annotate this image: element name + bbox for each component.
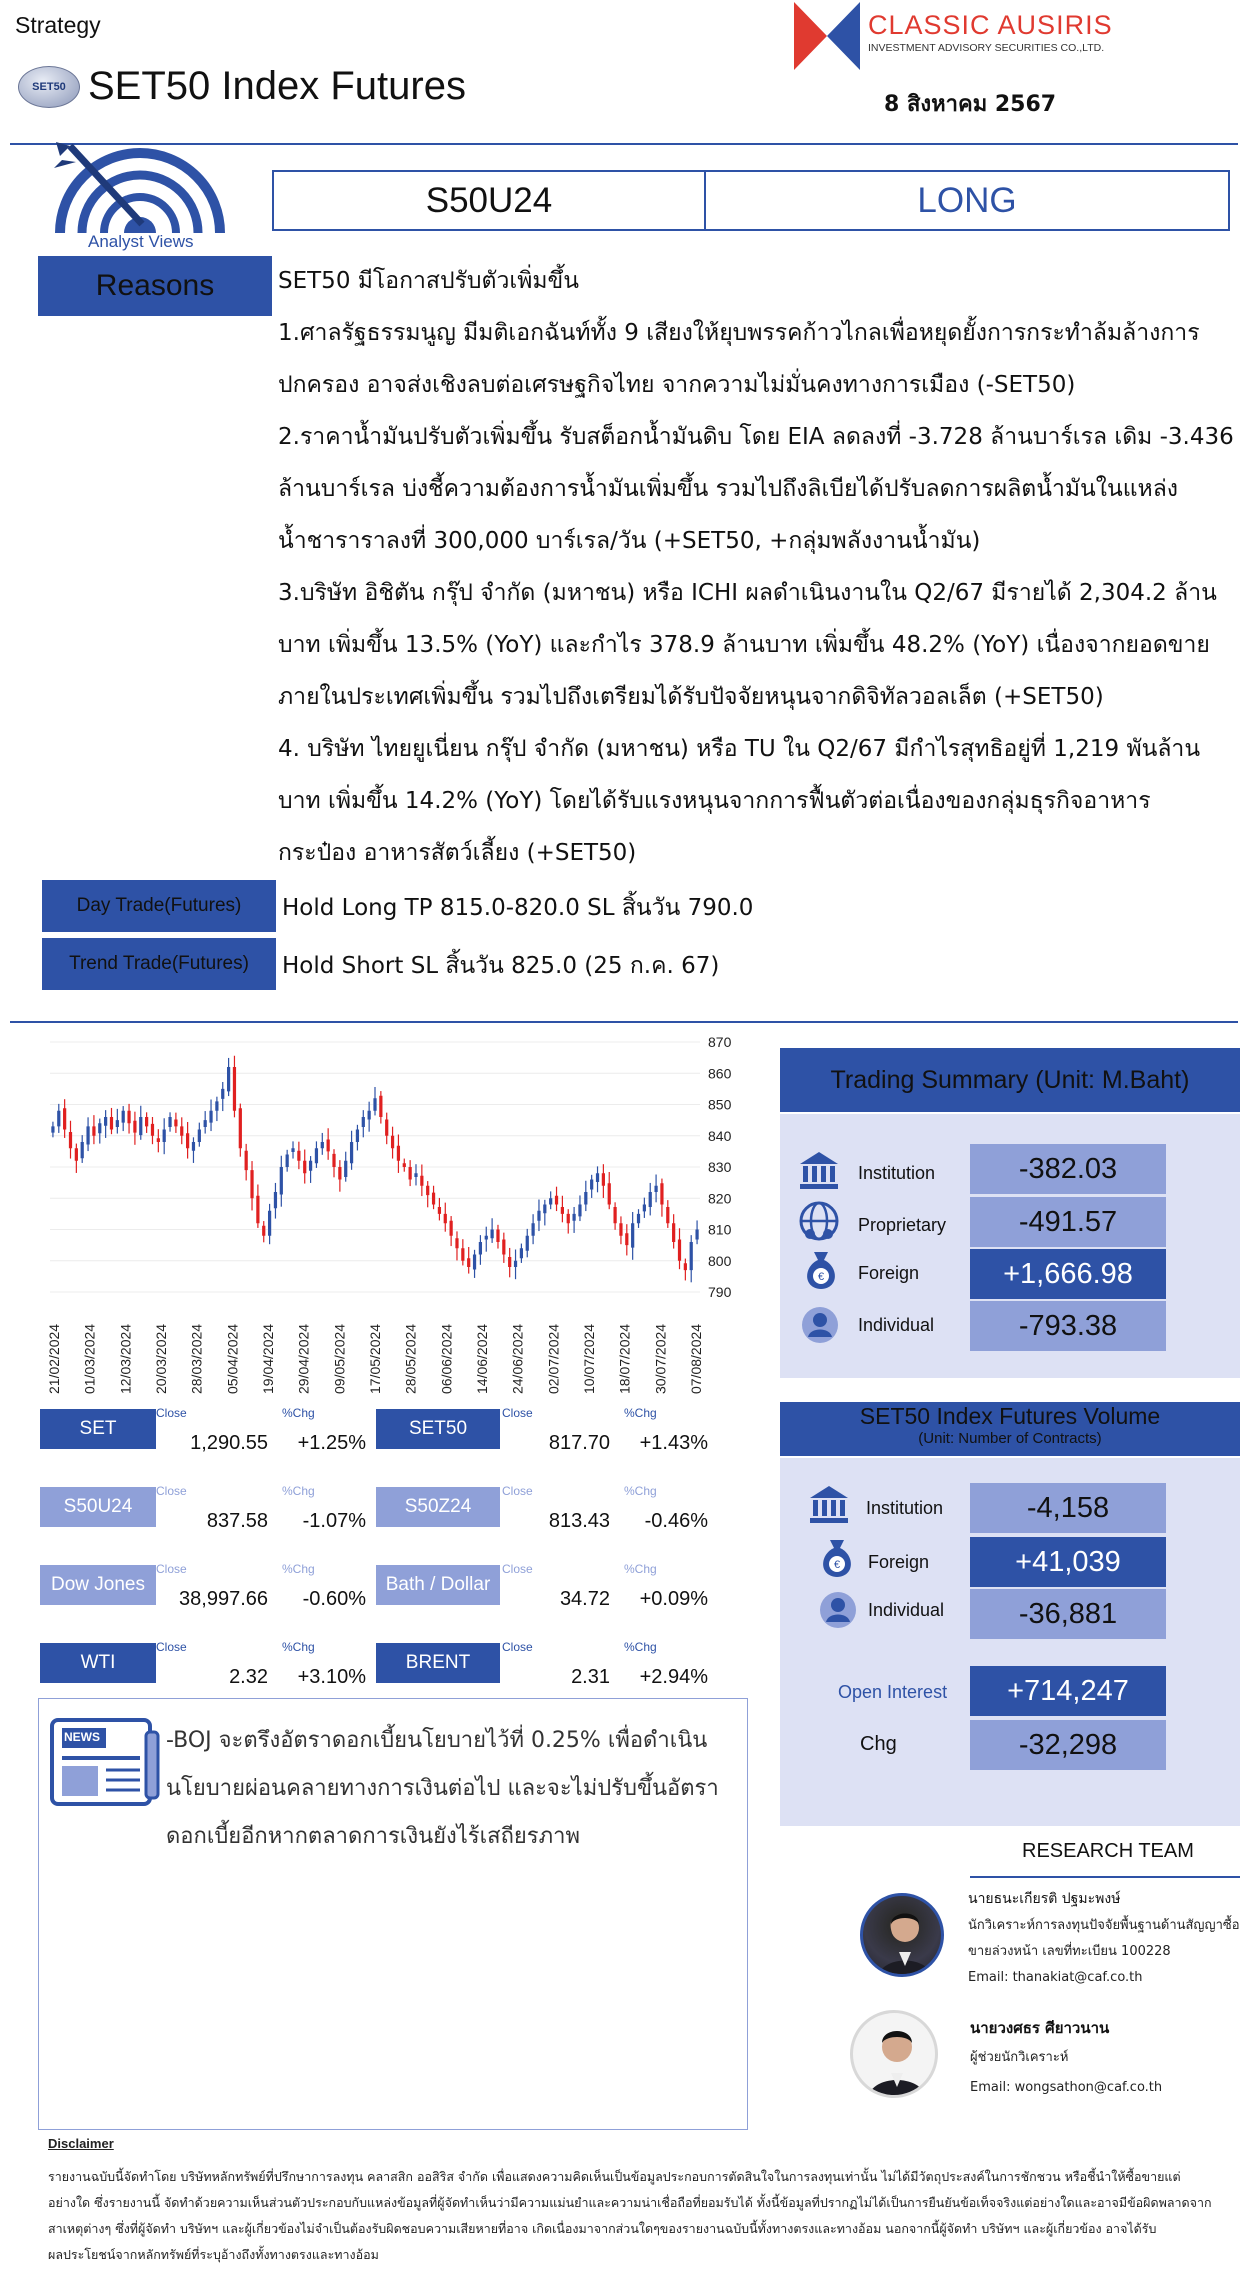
trend-trade-label: Trend Trade(Futures) [42, 938, 276, 990]
candle-body [695, 1230, 698, 1240]
reason-line: น้ำชาราราลงที่ 300,000 บาร์เรล/วัน (+SET50, +กลุ่มพลังงานน้ำมัน) [278, 528, 981, 554]
x-tick-label: 01/03/2024 [81, 1323, 98, 1394]
svg-text:€: € [817, 1271, 825, 1283]
candle-body [666, 1207, 669, 1223]
close-label: Close [502, 1640, 533, 1654]
candle-body [315, 1148, 318, 1163]
summary-value-foreign: +1,666.98 [970, 1249, 1166, 1299]
futures-volume-title: SET50 Index Futures Volume [859, 1403, 1161, 1429]
candle-body [86, 1126, 89, 1144]
candle-body [104, 1117, 107, 1126]
chg-label: %Chg [282, 1484, 315, 1498]
y-tick-label: 800 [708, 1252, 732, 1269]
candle-body [116, 1120, 119, 1127]
analyst-role: นักวิเคราะห์การลงทุนปัจจัยพื้นฐานด้านสัญญาซื้อ [968, 1918, 1240, 1933]
candle-body [450, 1221, 453, 1236]
foreign-icon [816, 1536, 858, 1580]
candle-body [637, 1214, 640, 1223]
candle-body [368, 1111, 371, 1120]
summary-label-institution: Institution [858, 1163, 936, 1183]
chg-label: %Chg [624, 1406, 657, 1420]
market-chg-baht-dollar: +0.09% [639, 1588, 708, 1610]
day-trade-label: Day Trade(Futures) [42, 880, 276, 932]
close-label: Close [502, 1562, 533, 1576]
summary-value-individual: -793.38 [970, 1301, 1166, 1351]
market-name-baht-dollar: Bath / Dollar [376, 1565, 500, 1605]
candle-body [584, 1192, 587, 1205]
market-name-brent: BRENT [376, 1643, 500, 1683]
position-box [272, 170, 1230, 231]
candle-body [274, 1192, 277, 1208]
candle-body [479, 1242, 482, 1255]
market-chg-s50u24: -1.07% [302, 1510, 366, 1532]
candle-body [233, 1067, 236, 1111]
futures-volume-subtitle: (Unit: Number of Contracts) [918, 1430, 1102, 1447]
assistant-email: Email: wongsathon@caf.co.th [970, 2080, 1163, 2095]
candle-body [256, 1196, 259, 1224]
candle-body [168, 1117, 171, 1127]
candle-body [174, 1120, 177, 1127]
assistant-name: นายวงศธร ศียาวนาน [970, 2019, 1110, 2037]
reason-line: 4. บริษัท ไทยยูเนี่ยน กรุ๊ป จำกัด (มหาชน) หรือ TU ใน Q2/67 มีกำไรสุทธิอยู่ที่ 1,219 พันล้าน [278, 736, 1201, 762]
research-team-title: RESEARCH TEAM [1022, 1840, 1194, 1862]
x-tick-label: 09/05/2024 [331, 1323, 348, 1394]
news-line: ดอกเบี้ยอีกหากตลาดการเงินยังไร้เสถียรภาพ [166, 1824, 580, 1849]
reason-line: บาท เพิ่มขึ้น 14.2% (YoY) โดยได้รับแรงหนุนจากการฟื้นตัวต่อเนื่องของกลุ่มธุรกิจอาหาร [278, 788, 1151, 814]
candle-body [567, 1214, 570, 1223]
y-tick-label: 810 [708, 1221, 732, 1238]
close-label: Close [156, 1484, 187, 1498]
summary-value-institution: -382.03 [970, 1144, 1166, 1194]
market-close-brent: 2.31 [571, 1666, 610, 1688]
candle-body [502, 1240, 505, 1255]
trend-trade-text: Hold Short SL สิ้นวัน 825.0 (25 ก.ค. 67) [282, 953, 720, 979]
y-tick-label: 790 [708, 1284, 732, 1300]
company-name: CLASSIC AUSIRIS [868, 10, 1113, 40]
research-team-divider [970, 1876, 1240, 1878]
x-tick-label: 30/07/2024 [652, 1323, 669, 1394]
trading-summary-title: Trading Summary (Unit: M.Baht) [780, 1048, 1240, 1112]
candle-body [57, 1111, 60, 1127]
reason-line: กระป๋อง อาหารสัตว์เลี้ยง (+SET50) [278, 840, 637, 866]
open-interest-label: Open Interest [838, 1682, 948, 1702]
candle-body [63, 1108, 66, 1129]
candle-body [157, 1138, 160, 1142]
price-chart-svg [20, 1030, 740, 1400]
candle-body [139, 1117, 142, 1135]
candle-body [180, 1126, 183, 1135]
candle-body [151, 1124, 154, 1136]
disclaimer-line: ผลประโยชน์จากหลักทรัพย์ที่ระบุอ้างถึงทั้งทางตรงและทางอ้อม [48, 2247, 379, 2262]
chg-label: %Chg [282, 1406, 315, 1420]
candle-body [268, 1211, 271, 1236]
candle-body [678, 1240, 681, 1261]
candle-body [485, 1236, 488, 1240]
candle-body [133, 1121, 136, 1133]
page-title: SET50 Index Futures [88, 64, 466, 108]
analyst-name: นายธนะเกียรติ ปฐมะพงษ์ [968, 1891, 1121, 1907]
candle-body [420, 1176, 423, 1186]
candle-body [572, 1214, 575, 1221]
candle-body [555, 1196, 558, 1205]
y-tick-label: 870 [708, 1034, 732, 1050]
candle-body [332, 1154, 335, 1167]
market-chg-s50z24: -0.46% [644, 1510, 708, 1532]
individual-icon [800, 1305, 840, 1345]
market-name-set50: SET50 [376, 1409, 500, 1449]
reason-line: ภายในประเทศเพิ่มขึ้น รวมไปถึงเตรียมได้รับปัจจัยหนุนจากดิจิทัลวอลเล็ต (+SET50) [278, 684, 1104, 710]
candle-body [122, 1111, 125, 1123]
candle-body [280, 1167, 283, 1195]
reason-line: 2.ราคาน้ำมันปรับตัวเพิ่มขึ้น รับสต็อกน้ำมันดิบ โดย EIA ลดลงที่ -3.728 ล้านบาร์เรล เดิม -3.436 [278, 424, 1234, 450]
x-tick-label: 05/04/2024 [224, 1323, 241, 1394]
candle-body [356, 1130, 359, 1143]
foreign-icon [800, 1248, 842, 1292]
x-tick-label: 28/03/2024 [188, 1323, 205, 1394]
assistant-avatar [850, 2010, 938, 2098]
candle-body [350, 1142, 353, 1163]
market-chg-set: +1.25% [297, 1432, 366, 1454]
svg-text:€: € [833, 1559, 841, 1571]
x-tick-label: 21/02/2024 [46, 1323, 62, 1394]
disclaimer-line: อย่างใด ซึ่งรายงานนี้ จัดทำด้วยความเห็นส่วนตัวประกอบกับแหล่งข้อมูลที่ผู้จัดทำเห็นว่ามีความแม่นยำและความน่าเชื่อถือที่ยอมรับได้ ทั้งนี้ข้อมูลที่ปรากฏไม่ได้เป็นการยืนยันข้อเท็จจริงแต่อย่างใดและอาจมีข้อผิดพลาดจาก [48, 2195, 1212, 2210]
news-line: -BOJ จะตรึงอัตราดอกเบี้ยนโยบายไว้ที่ 0.25% เพื่อดำเนิน [166, 1728, 708, 1753]
candle-body [286, 1155, 289, 1168]
y-tick-label: 860 [708, 1065, 732, 1082]
x-tick-label: 17/05/2024 [367, 1323, 383, 1394]
close-label: Close [502, 1484, 533, 1498]
candle-body [338, 1167, 341, 1180]
candle-body [303, 1161, 306, 1174]
position-direction: LONG [917, 180, 1017, 220]
candle-body [426, 1186, 429, 1195]
volume-label-foreign: Foreign [868, 1552, 930, 1572]
y-tick-label: 820 [708, 1190, 732, 1207]
reason-line: บาท เพิ่มขึ้น 13.5% (YoY) และกำไร 378.9 ล้านบาท เพิ่มขึ้น 48.2% (YoY) เนื่องจากยอดขาย [278, 632, 1210, 658]
x-tick-label: 29/04/2024 [295, 1323, 312, 1394]
candle-body [543, 1205, 546, 1214]
candle-body [619, 1223, 622, 1236]
x-tick-label: 28/05/2024 [402, 1323, 419, 1394]
chg-label: %Chg [624, 1640, 657, 1654]
y-tick-label: 830 [708, 1159, 732, 1175]
candle-body [209, 1111, 212, 1123]
candle-body [608, 1183, 611, 1204]
market-close-wti: 2.32 [229, 1666, 268, 1688]
company-subtitle: INVESTMENT ADVISORY SECURITIES CO.,LTD. [868, 42, 1105, 54]
candle-body [92, 1126, 95, 1135]
assistant-role: ผู้ช่วยนักวิเคราะห์ [970, 2050, 1069, 2065]
news-icon-label: NEWS [64, 1730, 100, 1744]
candle-body [549, 1198, 552, 1204]
y-tick-label: 840 [708, 1127, 732, 1144]
candle-body [98, 1123, 101, 1133]
candle-body [250, 1170, 253, 1198]
reasons-label: Reasons [38, 256, 272, 316]
reason-line: 3.บริษัท อิชิตัน กรุ๊ป จำกัด (มหาชน) หรือ ICHI ผลดำเนินงานใน Q2/67 มีรายได้ 2,304.2 ล้าน [278, 580, 1217, 606]
candle-body [514, 1261, 517, 1267]
candle-body [444, 1214, 447, 1223]
candle-body [163, 1130, 166, 1143]
summary-value-proprietary: -491.57 [970, 1197, 1166, 1247]
x-tick-label: 12/03/2024 [117, 1323, 134, 1394]
reason-line: ล้านบาร์เรล บ่งชี้ความต้องการน้ำมันเพิ่มขึ้น รวมไปถึงลิเบียได้ปรับลดการผลิตน้ำมันในแหล่ง [278, 476, 1179, 502]
candle-body [227, 1067, 230, 1091]
candle-body [262, 1226, 265, 1236]
market-name-wti: WTI [40, 1643, 156, 1683]
candle-body [344, 1161, 347, 1177]
analyst-email: Email: thanakiat@caf.co.th [968, 1970, 1143, 1985]
candle-body [414, 1173, 417, 1177]
x-tick-label: 14/06/2024 [474, 1323, 490, 1394]
volume-value-institution: -4,158 [970, 1483, 1166, 1533]
y-tick-label: 850 [708, 1096, 732, 1113]
candle-body [467, 1258, 470, 1267]
volume-label-individual: Individual [868, 1600, 945, 1620]
candle-body [649, 1192, 652, 1207]
market-chg-dow-jones: -0.60% [302, 1588, 366, 1610]
candle-body [654, 1186, 657, 1192]
section-divider [10, 1021, 1238, 1023]
disclaimer-title: Disclaimer [48, 2136, 114, 2151]
news-icon [50, 1714, 162, 1810]
close-label: Close [502, 1406, 533, 1420]
candle-body [145, 1117, 148, 1126]
candle-body [526, 1236, 529, 1251]
candle-body [561, 1207, 564, 1214]
candle-body [239, 1108, 242, 1148]
set50-logo [18, 66, 80, 108]
market-close-set50: 817.70 [548, 1432, 610, 1454]
candle-body [127, 1111, 130, 1124]
candle-body [631, 1223, 634, 1247]
chg-label: %Chg [282, 1640, 315, 1654]
candle-body [245, 1151, 248, 1170]
candle-body [537, 1211, 540, 1221]
candle-body [672, 1223, 675, 1242]
summary-label-foreign: Foreign [858, 1263, 920, 1283]
market-close-s50u24: 837.58 [206, 1510, 268, 1532]
candle-body [397, 1146, 400, 1161]
candle-body [221, 1089, 224, 1099]
candle-body [204, 1120, 207, 1127]
candle-body [461, 1248, 464, 1261]
candle-body [491, 1230, 494, 1239]
reason-line: ปกครอง อาจส่งเชิงลบต่อเศรษฐกิจไทย จากความไม่มั่นคงทางการเมือง (-SET50) [278, 372, 1076, 398]
x-tick-label: 02/07/2024 [545, 1323, 562, 1394]
candle-body [438, 1207, 441, 1214]
close-label: Close [156, 1406, 187, 1420]
x-tick-label: 06/06/2024 [438, 1323, 455, 1394]
market-close-dow-jones: 38,997.66 [179, 1588, 268, 1610]
market-name-s50u24: S50U24 [40, 1487, 156, 1527]
x-tick-label: 19/04/2024 [260, 1323, 276, 1394]
summary-label-individual: Individual [858, 1315, 935, 1335]
candle-body [455, 1238, 458, 1248]
analyst-views-label: Analyst Views [88, 232, 194, 251]
chg-label: %Chg [624, 1484, 657, 1498]
close-label: Close [156, 1640, 187, 1654]
candle-body [75, 1148, 78, 1161]
candle-body [403, 1163, 406, 1167]
market-chg-wti: +3.10% [297, 1666, 366, 1688]
day-trade-text: Hold Long TP 815.0-820.0 SL สิ้นวัน 790.0 [282, 895, 754, 921]
candle-body [321, 1142, 324, 1148]
x-tick-label: 10/07/2024 [581, 1323, 597, 1394]
news-line: นโยบายผ่อนคลายทางการเงินต่อไป และจะไม่ปรับขึ้นอัตรา [166, 1776, 719, 1801]
candle-body [327, 1140, 330, 1152]
candle-body [432, 1193, 435, 1205]
candle-body [198, 1130, 201, 1143]
set50-logo-text: SET50 [32, 81, 66, 93]
price-chart [20, 1030, 740, 1400]
summary-label-proprietary: Proprietary [858, 1215, 947, 1235]
candle-body [373, 1098, 376, 1111]
chg-label: %Chg [282, 1562, 315, 1576]
market-chg-set50: +1.43% [639, 1432, 708, 1454]
candle-body [613, 1207, 616, 1223]
market-close-s50z24: 813.43 [548, 1510, 610, 1532]
candle-body [110, 1117, 113, 1130]
disclaimer-line: รายงานฉบับนี้จัดทำโดย บริษัทหลักทรัพย์ที่ปรึกษาการลงทุน คลาสสิก ออสิริส จำกัด เพื่อแสดงความคิดเห็นเป็นข้อมูลประกอบการตัดสินใจในการลงทุนเท่านั้น ไม่ได้มีวัตถุประสงค์ในการชักชวน หรือชี้นำให้ซื้อขายแต่ [48, 2169, 1181, 2184]
disclaimer-line: สาเหตุต่างๆ ซึ่งที่ผู้จัดทำ บริษัทฯ และผู้เกี่ยวข้องไม่จำเป็นต้องรับผิดชอบความเสียหายที่อาจ เกิดเนื่องมาจากส่วนใดๆของรายงานฉบับนี้ทั้งทางตรงและทางอ้อม นอกจากนี้ผู้จัดทำ บริษัทฯ และผู้เกี่ยวข้อง อาจได้รับ [48, 2221, 1157, 2236]
chg-label: %Chg [624, 1562, 657, 1576]
candle-body [192, 1142, 195, 1151]
individual-icon [818, 1590, 858, 1630]
x-tick-label: 07/08/2024 [688, 1323, 704, 1394]
candle-body [520, 1248, 523, 1258]
candle-body [625, 1233, 628, 1245]
candle-body [391, 1136, 394, 1149]
market-chg-brent: +2.94% [639, 1666, 708, 1688]
market-name-s50z24: S50Z24 [376, 1487, 500, 1527]
candle-body [590, 1180, 593, 1190]
candle-body [684, 1263, 687, 1270]
market-close-set: 1,290.55 [190, 1432, 268, 1454]
contract-symbol: S50U24 [274, 172, 706, 229]
candle-body [385, 1120, 388, 1136]
market-close-baht-dollar: 34.72 [559, 1588, 610, 1610]
candle-body [297, 1151, 300, 1161]
candle-body [362, 1117, 365, 1127]
analyst-role: ขายล่วงหน้า เลขที่ทะเบียน 100228 [968, 1944, 1171, 1959]
reason-line: 1.ศาลรัฐธรรมนูญ มีมติเอกฉันท์ทั้ง 9 เสียงให้ยุบพรรคก้าวไกลเพื่อหยุดยั้งการกระทำล้มล้างการ [278, 320, 1200, 346]
candle-body [602, 1173, 605, 1186]
chg-value: -32,298 [970, 1720, 1166, 1770]
company-logo-icon [794, 2, 860, 70]
candle-body [660, 1183, 663, 1204]
x-tick-label: 24/06/2024 [509, 1323, 526, 1394]
candle-body [215, 1101, 218, 1110]
analyst-avatar [860, 1893, 944, 1977]
candle-body [473, 1255, 476, 1270]
candle-body [379, 1096, 382, 1117]
volume-label-institution: Institution [866, 1498, 944, 1518]
candle-body [690, 1242, 693, 1270]
market-name-dow-jones: Dow Jones [40, 1565, 156, 1605]
target-icon [50, 138, 230, 238]
institution-icon [808, 1484, 850, 1524]
futures-volume-title-box [780, 1402, 1240, 1456]
volume-value-individual: -36,881 [970, 1589, 1166, 1639]
institution-icon [798, 1150, 840, 1190]
x-tick-label: 20/03/2024 [153, 1323, 169, 1394]
candle-body [596, 1173, 599, 1182]
reason-line: SET50 มีโอกาสปรับตัวเพิ่มขึ้น [278, 268, 579, 294]
volume-value-foreign: +41,039 [970, 1537, 1166, 1587]
candle-body [51, 1126, 54, 1132]
candle-body [578, 1205, 581, 1217]
report-date: 8 สิงหาคม 2567 [884, 92, 1057, 117]
candle-body [531, 1223, 534, 1236]
close-label: Close [156, 1562, 187, 1576]
candle-body [81, 1142, 84, 1158]
open-interest-value: +714,247 [970, 1666, 1166, 1716]
candle-body [409, 1167, 412, 1180]
candle-body [643, 1205, 646, 1212]
candle-body [291, 1148, 294, 1152]
candle-body [309, 1161, 312, 1171]
candle-body [69, 1132, 72, 1148]
proprietary-icon [798, 1200, 840, 1242]
strategy-label: Strategy [15, 12, 101, 38]
candle-body [508, 1257, 511, 1267]
candle-body [186, 1133, 189, 1148]
market-name-set: SET [40, 1409, 156, 1449]
x-tick-label: 18/07/2024 [616, 1323, 633, 1394]
chg-label: Chg [860, 1733, 897, 1755]
candle-body [496, 1230, 499, 1243]
